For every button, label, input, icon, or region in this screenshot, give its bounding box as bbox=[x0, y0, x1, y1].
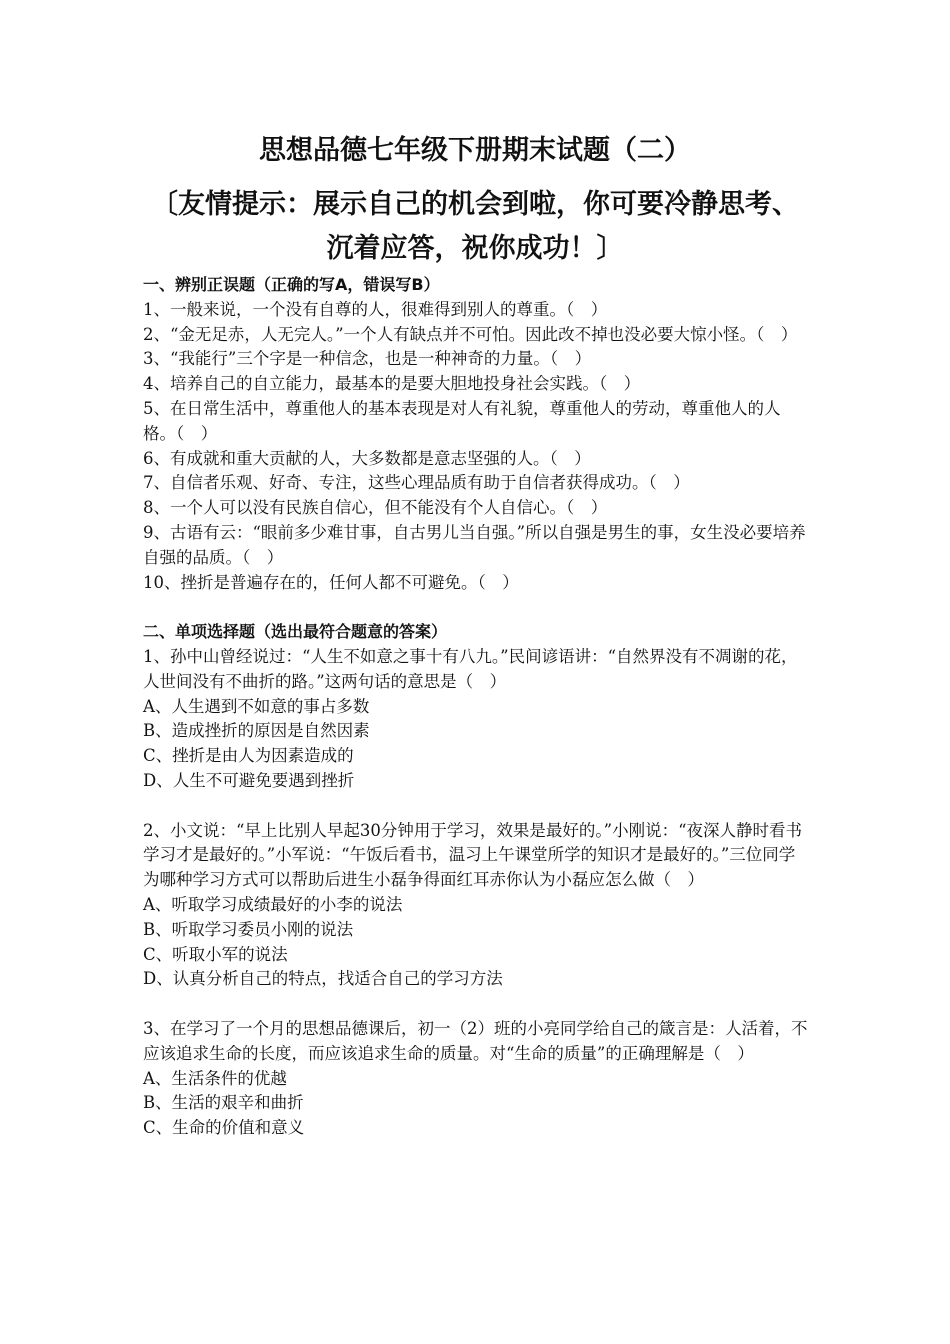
choice-option: B、听取学习委员小刚的说法 bbox=[143, 919, 354, 939]
choice-question-stem: 3、在学习了一个月的思想品德课后，初一（2）班的小亮同学给自己的箴言是：人活着，不应该追求生命的长度，而应该追求生命的质量。对“生命的质量”的正确理解是（ ） bbox=[143, 1018, 808, 1063]
spacer bbox=[143, 595, 811, 620]
choice-option: A、生活条件的优越 bbox=[143, 1068, 287, 1088]
true-false-question: 9、古语有云：“眼前多少难甘事，自古男儿当自强。”所以自强是男生的事，女生没必要培养自强的品质。（ ） bbox=[143, 522, 806, 567]
true-false-question: 4、培养自己的自立能力，最基本的是要大胆地投身社会实践。（ ） bbox=[143, 374, 641, 394]
choice-option: A、听取学习成绩最好的小李的说法 bbox=[143, 894, 403, 914]
section-1-heading: 一、辨别正误题（正确的写A，错误写B） bbox=[143, 275, 440, 294]
choice-option: C、生命的价值和意义 bbox=[143, 1118, 305, 1138]
choice-option: C、听取小军的说法 bbox=[143, 944, 288, 964]
choice-question-stem: 2、小文说：“早上比别人早起30分钟用于学习，效果是最好的。”小刚说：“夜深人静时看书学习才是最好的。”小军说：“午饭后看书，温习上午课堂所学的知识才是最好的。”三位同学为哪种学习方式可以帮助后进生小磊争得面红耳赤你认为小磊应怎么做（ ） bbox=[143, 820, 803, 890]
choice-option: D、认真分析自己的特点，找适合自己的学习方法 bbox=[143, 969, 503, 989]
spacer bbox=[143, 794, 811, 819]
choice-option: C、挫折是由人为因素造成的 bbox=[143, 746, 354, 766]
page-title: 思想品德七年级下册期末试题（二） bbox=[259, 135, 691, 166]
choice-option: B、造成挫折的原因是自然因素 bbox=[143, 721, 370, 741]
friendly-tip-line-1: 〔友情提示：展示自己的机会到啦，你可要冷静思考、 bbox=[151, 189, 799, 220]
true-false-question: 2、“金无足赤，人无完人。”一个人有缺点并不可怕。因此改不掉也没必要大惊小怪。（ ） bbox=[143, 324, 798, 344]
true-false-question: 3、“我能行”三个字是一种信念，也是一种神奇的力量。（ ） bbox=[143, 349, 592, 369]
spacer bbox=[143, 992, 811, 1017]
friendly-tip-line-2: 沉着应答，祝你成功！〕 bbox=[326, 233, 624, 264]
true-false-question: 5、在日常生活中，尊重他人的基本表现是对人有礼貌，尊重他人的劳动，尊重他人的人格。（ ） bbox=[143, 398, 781, 443]
choice-question-stem: 1、孙中山曾经说过：“人生不如意之事十有八九。”民间谚语讲：“自然界没有不凋谢的花，人世间没有不曲折的路。”这两句话的意思是（ ） bbox=[143, 646, 798, 691]
true-false-question: 6、有成就和重大贡献的人，大多数都是意志坚强的人。（ ） bbox=[143, 448, 591, 468]
exam-body bbox=[143, 273, 811, 1141]
choice-option: D、人生不可避免要遇到挫折 bbox=[143, 770, 355, 790]
true-false-question: 7、自信者乐观、好奇、专注，这些心理品质有助于自信者获得成功。（ ） bbox=[143, 473, 690, 493]
choice-option: A、人生遇到不如意的事占多数 bbox=[143, 696, 370, 716]
section-2-heading: 二、单项选择题（选出最符合题意的答案） bbox=[143, 622, 448, 642]
true-false-question: 10、挫折是普遍存在的，任何人都不可避免。（ ） bbox=[143, 572, 519, 592]
true-false-question: 8、一个人可以没有民族自信心，但不能没有个人自信心。（ ） bbox=[143, 498, 608, 518]
true-false-question: 1、一般来说，一个没有自尊的人，很难得到别人的尊重。（ ） bbox=[143, 299, 608, 319]
choice-option: B、生活的艰辛和曲折 bbox=[143, 1093, 304, 1113]
